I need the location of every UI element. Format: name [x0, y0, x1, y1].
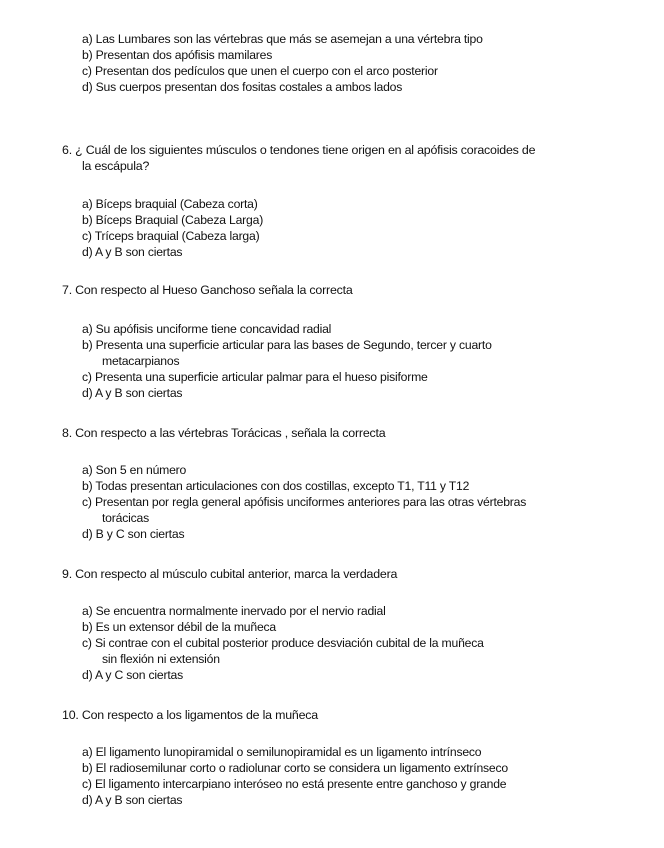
q6-option-a: a) Bíceps braquial (Cabeza corta) — [82, 197, 258, 211]
option-c-pediculos: c) Presentan dos pedículos que unen el cuerpo con el arco posterior — [82, 64, 438, 78]
q8-option-a: a) Son 5 en número — [82, 463, 187, 477]
q9-option-d: d) A y C son ciertas — [82, 668, 183, 682]
q9-option-a: a) Se encuentra normalmente inervado por el nervio radial — [82, 604, 386, 618]
q10-option-b: b) El radiosemilunar corto o radiolunar corto se considera un ligamento extrínseco — [82, 761, 508, 775]
q10-option-c: c) El ligamento intercarpiano interóseo no está presente entre ganchoso y grande — [82, 777, 507, 791]
q7-option-a: a) Su apófisis unciforme tiene concavidad radial — [82, 322, 332, 336]
q6-option-b: b) Bíceps Braquial (Cabeza Larga) — [82, 213, 264, 227]
question-10-text: 10. Con respecto a los ligamentos de la muñeca — [62, 708, 318, 722]
q10-option-d: d) A y B son ciertas — [82, 793, 183, 807]
question-7-text: 7. Con respecto al Hueso Ganchoso señala la correcta — [62, 283, 353, 297]
q9-option-b: b) Es un extensor débil de la muñeca — [82, 620, 277, 634]
q8-option-c: c) Presentan por regla general apófisis unciformes anteriores para las otras vértebras — [82, 495, 527, 509]
q8-option-c-cont: torácicas — [102, 511, 149, 525]
q7-option-b: b) Presenta una superficie articular para las bases de Segundo, tercer y cuarto — [82, 338, 492, 352]
question-6-text-cont: la escápula? — [82, 159, 150, 173]
q7-option-d: d) A y B son ciertas — [82, 386, 183, 400]
question-6-text: 6. ¿ Cuál de los siguientes músculos o tendones tiene origen en al apófisis coracoides de — [62, 143, 536, 157]
q6-option-d: d) A y B son ciertas — [82, 245, 183, 259]
question-9-text: 9. Con respecto al músculo cubital anterior, marca la verdadera — [62, 567, 398, 581]
option-d-fositas: d) Sus cuerpos presentan dos fositas costales a ambos lados — [82, 80, 403, 94]
q9-option-c-cont: sin flexión ni extensión — [102, 652, 220, 666]
question-8-text: 8. Con respecto a las vértebras Torácicas , señala la correcta — [62, 426, 386, 440]
option-b-mamilares: b) Presentan dos apófisis mamilares — [82, 48, 273, 62]
option-a-lumbares: a) Las Lumbares son las vértebras que más se asemejan a una vértebra tipo — [82, 32, 483, 46]
q7-option-c: c) Presenta una superficie articular palmar para el hueso pisiforme — [82, 370, 428, 384]
q10-option-a: a) El ligamento lunopiramidal o semilunopiramidal es un ligamento intrínseco — [82, 745, 482, 759]
q6-option-c: c) Tríceps braquial (Cabeza larga) — [82, 229, 260, 243]
q8-option-d: d) B y C son ciertas — [82, 527, 185, 541]
q8-option-b: b) Todas presentan articulaciones con dos costillas, excepto T1, T11 y T12 — [82, 479, 470, 493]
q7-option-b-cont: metacarpianos — [102, 354, 180, 368]
q9-option-c: c) Si contrae con el cubital posterior produce desviación cubital de la muñeca — [82, 636, 484, 650]
